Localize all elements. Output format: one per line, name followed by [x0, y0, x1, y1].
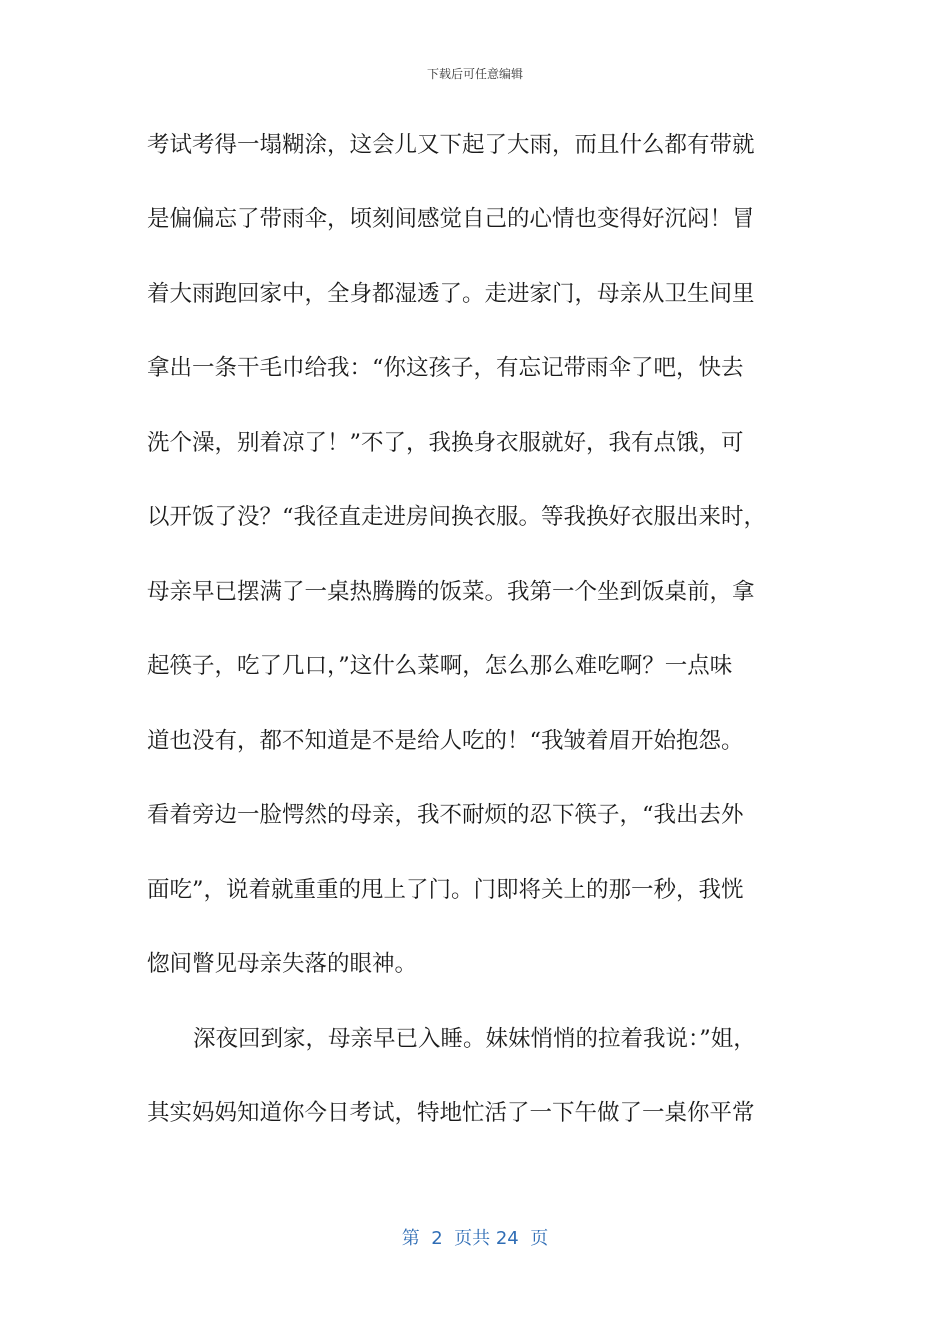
- text-line: 面吃”，说着就重重的甩上了门。门即将关上的那一秒，我恍: [147, 877, 744, 903]
- page-footer: [0, 1225, 950, 1253]
- text-line: 其实妈妈知道你今日考试，特地忙活了一下午做了一桌你平常: [147, 1100, 755, 1126]
- text-line: 拿出一条干毛巾给我：“你这孩子，有忘记带雨伞了吧，快去: [147, 355, 744, 381]
- text-line: 以开饭了没？“我径直走进房间换衣服。等我换好衣服出来时，: [147, 504, 767, 530]
- text-line: 道也没有，都不知道是不是给人吃的！“我皱着眉开始抱怨。: [147, 728, 744, 754]
- text-line: 母亲早已摆满了一桌热腾腾的饭菜。我第一个坐到饭桌前，拿: [147, 579, 755, 605]
- text-line: 洗个澡，别着凉了！”不了，我换身衣服就好，我有点饿，可: [147, 430, 744, 456]
- text-line: 看着旁边一脸愕然的母亲，我不耐烦的忍下筷子，“我出去外: [147, 802, 744, 828]
- text-line: 惚间瞥见母亲失落的眼神。: [147, 951, 418, 977]
- text-line: 是偏偏忘了带雨伞，顷刻间感觉自己的心情也变得好沉闷！冒: [147, 206, 755, 232]
- page-header: 下载后可任意编辑: [426, 67, 523, 81]
- text-line: 考试考得一塌糊涂，这会儿又下起了大雨，而且什么都有带就: [147, 132, 755, 158]
- text-line: 深夜回到家，母亲早已入睡。妹妹悄悄的拉着我说：”姐，: [193, 1026, 756, 1052]
- text-line: 着大雨跑回家中，全身都湿透了。走进家门，母亲从卫生间里: [147, 281, 755, 307]
- page-number-label: 第 2 页共 24 页: [401, 1228, 549, 1249]
- text-line: 起筷子，吃了几口，”这什么菜啊，怎么那么难吃啊？一点味: [147, 653, 733, 679]
